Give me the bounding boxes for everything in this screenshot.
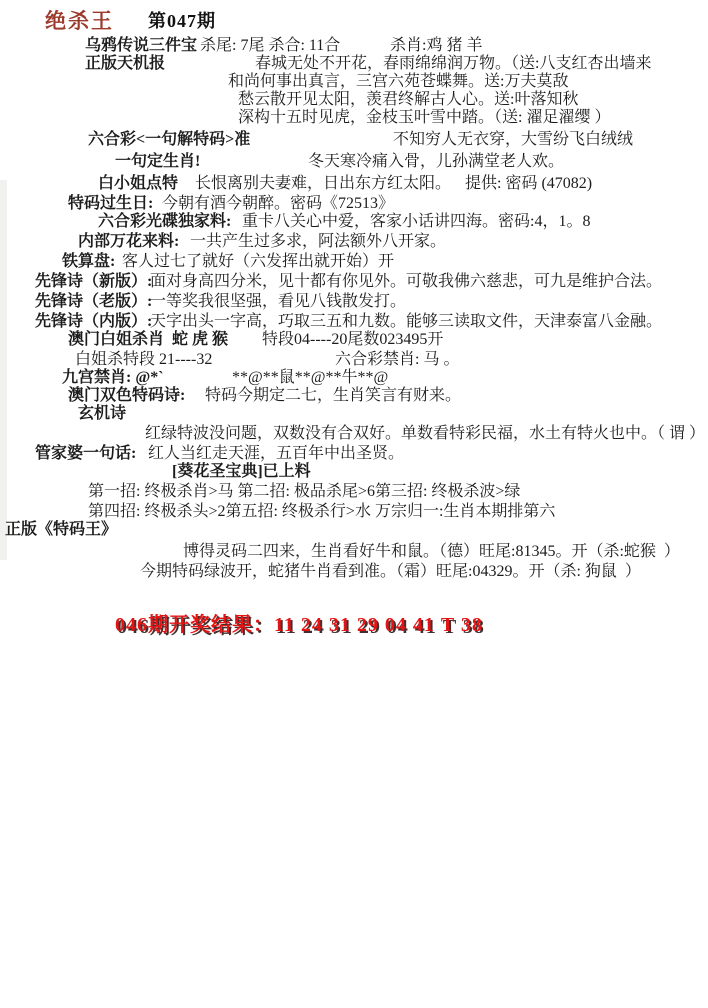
doc-line xyxy=(0,562,708,582)
doc-line xyxy=(0,386,708,406)
text-segment: 六合彩光碟独家料: xyxy=(98,213,232,230)
text-segment: 特段04----20尾数023495开 xyxy=(262,331,444,348)
text-segment: 一等奖我很坚强，看见八钱散发打。 xyxy=(150,293,407,310)
text-segment: 春城无处不开花，春雨绵绵润万物。（送:八支红杏出墙来 xyxy=(255,55,652,72)
text-segment: 管家婆一句话: xyxy=(35,445,137,462)
text-segment: 先锋诗（老版）: xyxy=(35,293,153,310)
text-segment: 铁算盘: xyxy=(62,253,116,270)
doc-line xyxy=(0,194,708,214)
doc-line xyxy=(0,232,708,252)
doc-line xyxy=(0,502,708,522)
text-segment: 密码:4，1。8 xyxy=(498,213,591,230)
doc-line xyxy=(0,212,708,232)
text-segment: 乌鸦传说三件宝 xyxy=(85,37,198,54)
text-segment: 长恨离别夫妻难，日出东方红太阳。 xyxy=(195,175,452,192)
text-segment: 先锋诗（新版）: xyxy=(35,273,153,290)
text-segment: 和尚何事出真言，三宫六苑苍蝶舞。送:万夫莫敌 xyxy=(228,73,569,90)
text-segment: 六合彩<一句解特码>准 xyxy=(88,131,251,148)
text-segment: 蛇 虎 猴 xyxy=(172,331,229,348)
text-segment: 玄机诗 xyxy=(78,405,127,422)
text-segment: 特码过生日: xyxy=(68,195,154,212)
doc-line xyxy=(0,130,708,150)
doc-line xyxy=(0,174,708,194)
doc-line xyxy=(0,520,708,540)
text-segment: 提供: 密码 (47082) xyxy=(465,175,593,192)
doc-line xyxy=(0,90,708,110)
text-segment: 白小姐点特 xyxy=(98,175,179,192)
text-segment: 特码今期定二七，生肖笑言有财来。 xyxy=(205,387,462,404)
doc-line xyxy=(0,312,708,332)
previous-result-line: 046期开奖结果：11 24 31 29 04 41 T 38 xyxy=(115,614,483,636)
doc-line xyxy=(0,36,708,56)
text-segment: 冬天寒冷痛入骨，儿孙满堂老人欢。 xyxy=(308,153,565,170)
doc-line xyxy=(0,462,708,482)
text-segment: 红绿特波没问题，双数没有合双好。单数看特彩民福，水土有特火也中。（ 谓 ） xyxy=(145,425,706,442)
doc-line xyxy=(0,542,708,562)
doc-line xyxy=(0,424,708,444)
text-segment: 客人过七了就好（六发挥出就开始）开 xyxy=(122,253,395,270)
doc-line xyxy=(0,404,708,424)
page-title: 绝杀王 xyxy=(45,9,114,33)
text-segment: 一句定生肖! xyxy=(115,153,201,170)
text-segment: 白姐杀特段 21----32 xyxy=(75,351,213,368)
text-segment: [葵花圣宝典]已上料 xyxy=(172,463,311,480)
doc-line xyxy=(0,152,708,172)
text-segment: 第一招: 终极杀肖>马 第二招: 极品杀尾>6第三招: 终极杀波>绿 xyxy=(88,483,521,500)
text-segment: 深构十五时见虎，金枝玉叶雪中踏。（送: 濯足濯缨 ） xyxy=(238,109,611,126)
text-segment: 九宫禁肖: @*` xyxy=(62,369,164,386)
text-segment: 先锋诗（内版）: xyxy=(35,313,153,330)
text-segment: 面对身高四分米，见十都有你见外。可敬我佛六慈悲，可九是维护合法。 xyxy=(150,273,663,290)
doc-line xyxy=(0,292,708,312)
doc-line xyxy=(0,72,708,92)
text-segment: 天字出头一字高，巧取三五和九数。能够三读取文件，天津泰富八金融。 xyxy=(150,313,663,330)
text-segment: 博得灵码二四来，生肖看好牛和鼠。（德）旺尾:81345。开（杀:蛇猴 ） xyxy=(183,543,680,560)
text-segment: 不知穷人无衣穿，大雪纷飞白绒绒 xyxy=(393,131,634,148)
text-segment: 澳门双色特码诗: xyxy=(68,387,186,404)
text-segment: 愁云散开见太阳，羡君终解古人心。送:叶落知秋 xyxy=(238,91,579,108)
text-segment: 今期特码绿波开，蛇猪牛肖看到准。（霜）旺尾:04329。开（杀: 狗鼠 ） xyxy=(140,563,641,580)
text-segment: **@**鼠**@**牛**@ xyxy=(232,369,389,386)
doc-line xyxy=(0,252,708,272)
text-segment: 杀尾: 7尾 杀合: 11合 xyxy=(200,37,341,54)
text-segment: 今朝有酒今朝醉。密码《72513》 xyxy=(162,195,395,212)
text-segment: 六合彩禁肖: 马 。 xyxy=(335,351,460,368)
text-segment: 第四招: 终极杀头>2第五招: 终极杀行>水 万宗归一:生肖本期排第六 xyxy=(88,503,556,520)
text-segment: 正版天机报 xyxy=(85,55,166,72)
text-segment: 杀肖:鸡 猪 羊 xyxy=(390,37,483,54)
doc-line xyxy=(0,368,708,388)
text-segment: 内部万花来料: xyxy=(78,233,180,250)
text-segment: 澳门白姐杀肖 xyxy=(68,331,165,348)
text-segment: 正版《特码王》 xyxy=(5,521,118,538)
text-segment: 红人当红走天涯，五百年中出圣贤。 xyxy=(148,445,405,462)
text-segment: 重卡八关心中爱，客家小话讲四海。 xyxy=(242,213,499,230)
doc-line xyxy=(0,330,708,350)
issue-number: 第047期 xyxy=(148,11,216,31)
doc-line xyxy=(0,350,708,370)
doc-line xyxy=(0,54,708,74)
text-segment: 一共产生过多求，阿法额外八开家。 xyxy=(190,233,447,250)
doc-line xyxy=(0,482,708,502)
doc-line xyxy=(0,444,708,464)
doc-line xyxy=(0,272,708,292)
doc-line xyxy=(0,108,708,128)
